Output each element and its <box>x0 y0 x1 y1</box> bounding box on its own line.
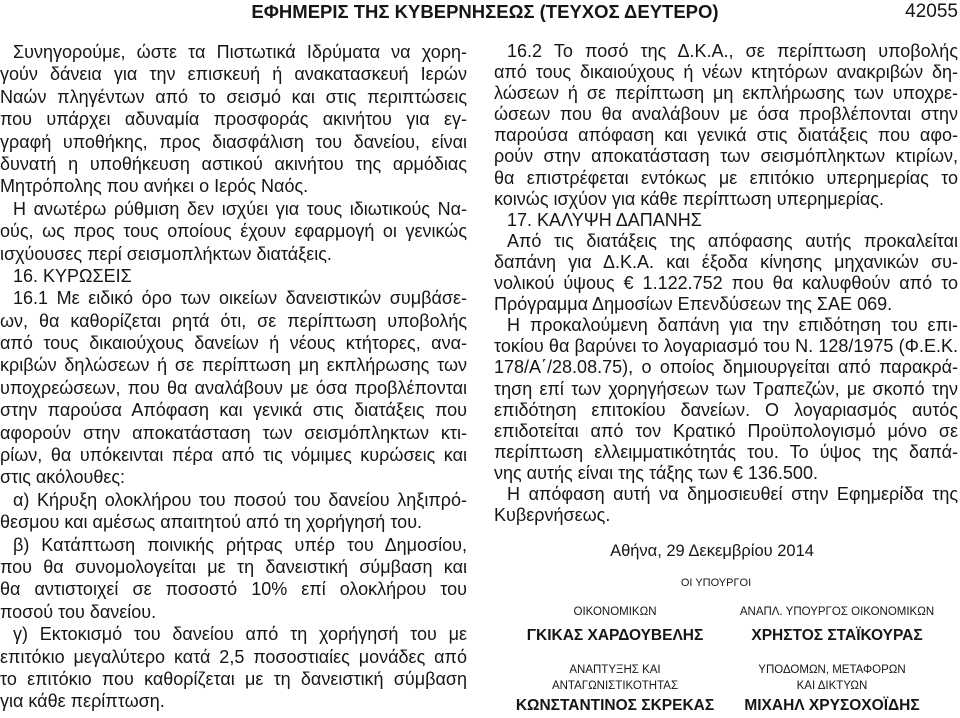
text-line: κριβών δηλώσεων ή σε περίπτωση μη εκπλήρωσης των <box>0 355 467 376</box>
text-line: Κυβερνήσεως. <box>494 505 611 526</box>
text-line: Συνηγορούμε, ώστε τα Πιστωτικά Ιδρύματα να χορη- <box>13 42 467 62</box>
text-line: το επιτόκιο που καθορίζεται με τη δανειστική σύμβαση <box>0 668 467 689</box>
text-line: θα επιστρέφεται εντόκως με επιτόκιο υπερημερίας το <box>494 167 958 188</box>
minister-name: ΜΙΧΑΗΛ ΧΡΥΣΟΧΟΪΔΗΣ <box>744 697 920 714</box>
minister-signature <box>727 604 947 646</box>
text-line: τηση επί των χορηγήσεων των Τραπεζών, με σκοπό την <box>494 378 958 399</box>
text-line: γ) Εκτοκισμό του δανείου από τη χορήγησή του με <box>13 624 467 645</box>
text-line: τοκίου θα βαρύνει το λογαριασμό του Ν. 128/1975 (Φ.Ε.Κ. <box>494 336 958 357</box>
text-line: θα αντιστοιχεί σε ποσοστό 10% επί ολοκλήρου του <box>0 579 467 600</box>
text-line: Από τις διατάξεις της απόφασης αυτής προκαλείται <box>507 230 958 251</box>
text-line: Η ανωτέρω ρύθμιση δεν ισχύει για τους ιδιωτικούς Να- <box>13 198 467 219</box>
section-heading: 17. ΚΑΛΥΨΗ ΔΑΠΑΝΗΣ <box>507 209 702 230</box>
text-line: δυνατή η υποθήκευση αστικού ακινήτου της αρμόδιας <box>0 153 467 174</box>
text-line: αφορούν στην αποκατάσταση των σεισμόπληκτων κτι- <box>0 422 467 443</box>
text-line: Πρόγραμμα Δημοσίων Επενδύσεων της ΣΑΕ 069. <box>494 294 893 315</box>
running-header-title: ΕΦΗΜΕΡΙΣ ΤΗΣ ΚΥΒΕΡΝΗΣΕΩΣ (ΤΕΥΧΟΣ ΔΕΥΤΕΡΟ) <box>251 1 719 22</box>
text-line: παρούσα απόφαση και γενικά στις διατάξεις που αφο- <box>494 125 958 146</box>
ministry-title: ΑΝΤΑΓΩΝΙΣΤΙΚΟΤΗΤΑΣ <box>551 680 679 692</box>
text-line: στην παρούσα Απόφαση και γενικά στις διατάξεις που <box>0 400 467 421</box>
minister-signature <box>500 604 730 646</box>
text-line: δαπάνη για Δ.Κ.Α. και έξοδα κίνησης μηχανικών συ- <box>494 251 958 272</box>
text-line: νολικού ύψους € 1.122.752 που θα καλυφθούν από το <box>494 273 958 294</box>
text-line: Η απόφαση αυτή να δημοσιευθεί στην Εφημερίδα της <box>507 483 958 504</box>
text-line: β) Κατάπτωση ποινικής ρήτρας υπέρ του Δημοσίου, <box>13 534 467 555</box>
text-line: γραφή υποθήκης, προς διασφάλιση του δανείου, είναι <box>0 131 467 152</box>
section-heading: 16. ΚΥΡΩΣΕΙΣ <box>13 265 132 286</box>
text-line: επιτόκιο μεγαλύτερο κατά 2,5 ποσοστιαίες μονάδες από <box>0 646 467 667</box>
text-line: 16.1 Με ειδικό όρο των οικείων δανειστικών συμβάσε- <box>13 288 467 309</box>
text-line: Η προκαλούμενη δαπάνη για την επιδότηση του επι- <box>507 315 958 336</box>
text-line: από τους δικαιούχους δανείων ή νέους κτήτορες, ανα- <box>0 333 467 354</box>
minister-name: ΓΚΙΚΑΣ ΧΑΡΔΟΥΒΕΛΗΣ <box>526 627 704 644</box>
text-line: ρούν στην αποκατάσταση των σεισμόπληκτων κτιρίων, <box>494 146 958 167</box>
text-line: Ναών πληγέντων από το σεισμό και στις περιπτώσεις <box>0 86 467 107</box>
minister-name: ΧΡΗΣΤΟΣ ΣΤΑΪΚΟΥΡΑΣ <box>751 627 923 644</box>
text-line: ούς, ως προς τους οποίους έχουν εφαρμογή οι γενικώς <box>0 221 467 242</box>
place-date: Αθήνα, 29 Δεκεμβρίου 2014 <box>610 542 814 560</box>
text-line: που θα συνομολογείται με τη δανειστική σύμβαση και <box>0 556 467 577</box>
text-line: υποχρεώσεων, που θα αναλάβουν με όσα προβλέπονται <box>0 377 467 398</box>
text-line: α) Κήρυξη ολοκλήρου του ποσού του δανείου ληξιπρό- <box>13 489 467 510</box>
text-line: επιδότηση επιτοκίου δανείων. Ο λογαριασμός αυτός <box>494 399 958 420</box>
text-line: περίπτωση ελλειμματικότητάς του. Το ύψος της δαπά- <box>494 441 958 462</box>
text-line: κοινώς ισχύον για κάθε περίπτωση υπερημερίας. <box>494 188 884 209</box>
page-number: 42055 <box>905 1 958 22</box>
minister-signature <box>500 662 730 716</box>
ministry-title: ΑΝΑΠΤΥΞΗΣ ΚΑΙ <box>569 664 661 676</box>
text-line: στις ακόλουθες: <box>0 467 126 488</box>
text-line: λώσεων ή σε περίπτωση μη εκπλήρωσης των υποχρε- <box>494 83 958 104</box>
text-line: 16.2 Το ποσό της Δ.Κ.Α., σε περίπτωση υποβολής <box>507 41 958 61</box>
text-line: ισχύουσες περί σεισμοπλήκτων διατάξεις. <box>0 243 332 264</box>
right-column <box>494 41 958 526</box>
left-column <box>0 41 467 713</box>
text-line: για κάθε περίπτωση. <box>0 691 165 712</box>
ministry-title: ΥΠΟΔΟΜΩΝ, ΜΕΤΑΦΟΡΩΝ <box>758 664 906 676</box>
text-line: νης αυτής είναι της τάξης των € 136.500. <box>494 462 818 483</box>
text-line: από τους δικαιούχους ή νέων κτητόρων ανακριβών δη- <box>494 62 958 83</box>
minister-signature <box>722 662 942 716</box>
text-line: 178/Α΄/28.08.75), ο οποίος δημιουργείται από παρακρά- <box>494 357 958 378</box>
ministers-heading: ΟΙ ΥΠΟΥΡΓΟΙ <box>680 577 752 589</box>
text-line: ων, θα καθορίζεται ρητά ότι, σε περίπτωση υποβολής <box>0 310 467 331</box>
text-line: θεσμου και αμέσως απαιτητού από τη χορήγησή του. <box>0 512 423 533</box>
ministry-title: ΟΙΚΟΝΟΜΙΚΩΝ <box>573 606 657 618</box>
text-line: που υπάρχει αδυναμία προσφοράς ακινήτου για εγ- <box>0 109 467 130</box>
ministry-title: ΑΝΑΠΛ. ΥΠΟΥΡΓΟΣ ΟΙΚΟΝΟΜΙΚΩΝ <box>739 606 935 618</box>
text-line: ώσεων που θα αναλάβουν με όσα προβλέπονται στην <box>494 104 958 125</box>
text-line: επιδοτείται από τον Κρατικό Προϋπολογισμό μόνο σε <box>494 420 958 441</box>
ministry-title: ΚΑΙ ΔΙΚΤΥΩΝ <box>796 680 868 692</box>
text-line: γούν δάνεια για την επισκευή ή ανακατασκευή Ιερών <box>0 64 467 85</box>
minister-name: ΚΩΝΣΤΑΝΤΙΝΟΣ ΣΚΡΕΚΑΣ <box>515 697 715 714</box>
text-line: ρίων, θα υπόκεινται πέρα από τις νόμιμες κυρώσεις και <box>0 445 467 466</box>
text-line: ποσού του δανείου. <box>0 601 157 622</box>
text-line: Μητρόπολης που ανήκει ο Ιερός Ναός. <box>0 176 309 197</box>
